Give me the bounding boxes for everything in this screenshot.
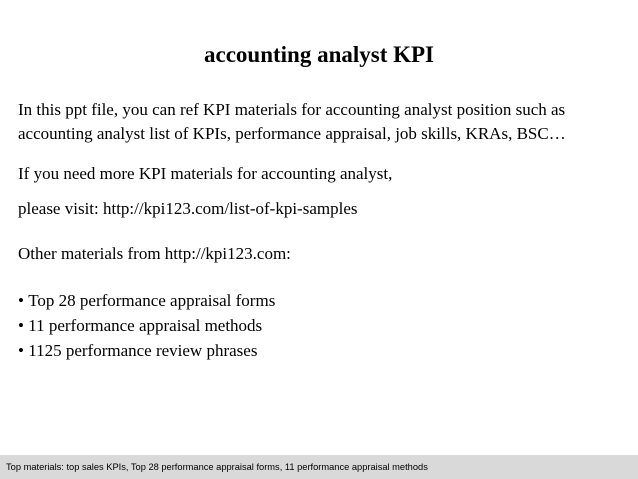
slide-title: accounting analyst KPI xyxy=(203,42,435,67)
bullet-item-review-phrases: • 1125 performance review phrases xyxy=(18,338,275,363)
intro-paragraph xyxy=(18,98,628,146)
materials-bullet-list xyxy=(18,288,275,363)
more-kpi-text: If you need more KPI materials for accounting analyst, xyxy=(18,164,393,183)
intro-line-2: accounting analyst list of KPIs, performance appraisal, job skills, KRAs, BSC… xyxy=(18,124,566,143)
intro-line-1: In this ppt file, you can ref KPI materials for accounting analyst position such as xyxy=(18,100,566,119)
bullet-item-appraisal-forms: • Top 28 performance appraisal forms xyxy=(18,288,275,313)
other-materials-heading: Other materials from http://kpi123.com: xyxy=(18,244,291,263)
visit-link-text: please visit: http://kpi123.com/list-of-kpi-samples xyxy=(18,199,358,218)
footer-bar xyxy=(0,455,638,479)
footer-text: Top materials: top sales KPIs, Top 28 performance appraisal forms, 11 performance appraisal methods xyxy=(6,462,428,472)
bullet-item-appraisal-methods: • 11 performance appraisal methods xyxy=(18,313,275,338)
